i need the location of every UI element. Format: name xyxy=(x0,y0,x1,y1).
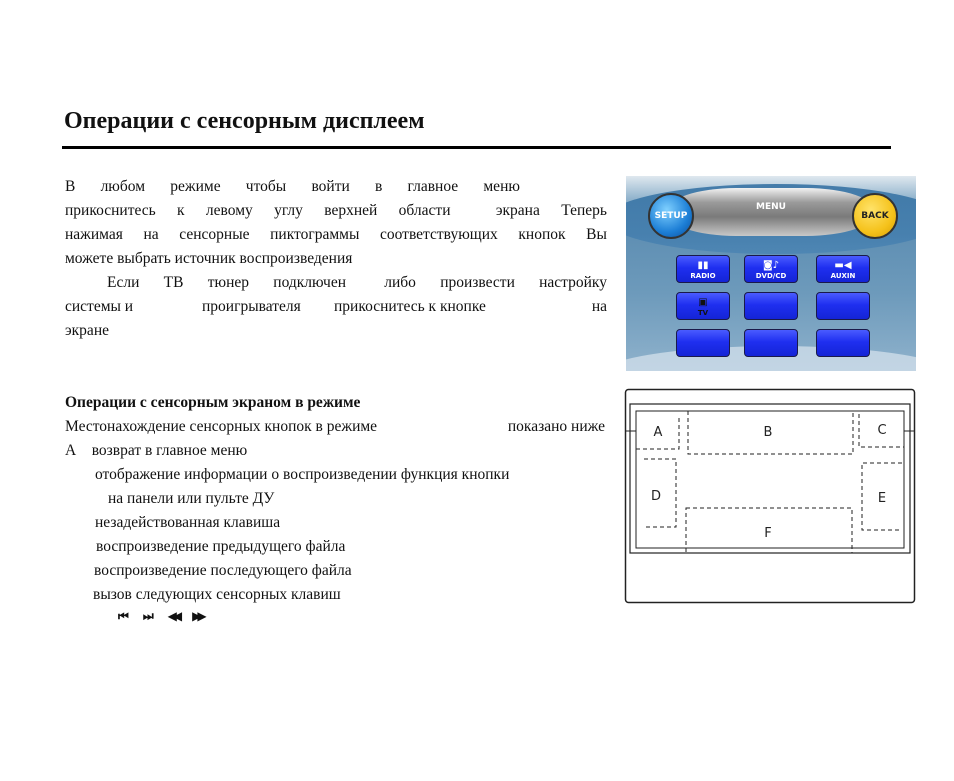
location-line xyxy=(65,417,605,437)
location-text: Местонахождение сенсорных кнопок в режиме xyxy=(65,418,378,435)
title-divider xyxy=(62,146,891,149)
intro-p2-line-2 xyxy=(65,297,607,317)
radio-icon: ▮▮ xyxy=(697,260,709,271)
intro-p2-line-3: экране xyxy=(65,322,109,339)
word: прикоснитесь к кнопке xyxy=(334,298,486,315)
location-tail: показано ниже xyxy=(507,418,605,435)
page-title: Операции с сенсорным дисплеем xyxy=(64,108,425,134)
zone-d-label: D xyxy=(650,489,662,504)
word: подключен xyxy=(273,274,346,291)
word: любом xyxy=(100,178,146,195)
word: на xyxy=(591,298,607,315)
word: кнопок xyxy=(518,226,566,243)
button-label: AUXIN xyxy=(830,272,856,280)
zone-b-label: B xyxy=(763,425,773,440)
touch-zone-diagram xyxy=(624,388,916,604)
plug-icon: ▬◀ xyxy=(834,260,852,271)
word: настройку xyxy=(539,274,607,291)
word: режиме xyxy=(170,178,221,195)
button-label: DVD/CD xyxy=(755,272,787,280)
skip-next-icon: ⏭ xyxy=(142,609,154,623)
main-menu-screenshot xyxy=(626,176,916,371)
zone-c-label: C xyxy=(877,423,887,438)
tv-button[interactable] xyxy=(676,292,730,320)
word: в xyxy=(374,178,383,195)
empty-button[interactable] xyxy=(676,329,730,357)
dvd-cd-button[interactable] xyxy=(744,255,798,283)
word: Вы xyxy=(586,226,607,243)
rewind-icon: ◀◀ xyxy=(167,609,179,623)
word: меню xyxy=(483,178,520,195)
item-d: воспроизведение предыдущего файла xyxy=(96,538,346,555)
word: на xyxy=(143,226,159,243)
intro-line-4: можете выбрать источник воспроизведения xyxy=(65,250,353,267)
radio-button[interactable] xyxy=(676,255,730,283)
word: произвести xyxy=(440,274,515,291)
word: либо xyxy=(384,274,416,291)
item-b: отображение информации о воспроизведении функция кнопки xyxy=(95,466,510,483)
word: системы и xyxy=(65,298,134,315)
zone-a-label: A xyxy=(653,425,663,440)
empty-button[interactable] xyxy=(744,292,798,320)
word: Теперь xyxy=(561,202,607,219)
item-e: воспроизведение последующего файла xyxy=(94,562,352,579)
word: войти xyxy=(311,178,350,195)
section-heading: Операции с сенсорным экраном в режиме xyxy=(65,394,361,411)
intro-line-2 xyxy=(65,201,607,221)
zone-e-label: E xyxy=(877,491,887,506)
word: тюнер xyxy=(207,274,250,291)
word: чтобы xyxy=(245,178,287,195)
word: области xyxy=(398,202,451,219)
auxin-button[interactable] xyxy=(816,255,870,283)
word: В xyxy=(65,178,76,195)
skip-previous-icon: ⏮ xyxy=(118,609,129,623)
word: главное xyxy=(407,178,459,195)
word: к xyxy=(177,202,185,219)
intro-p2-line-1 xyxy=(107,273,607,293)
menu-label: MENU xyxy=(756,202,786,212)
word: левому xyxy=(205,202,253,219)
device-outline xyxy=(626,390,915,603)
word: прикоснитесь xyxy=(65,202,156,219)
item-f: вызов следующих сенсорных клавиш xyxy=(93,586,341,603)
word: нажимая xyxy=(65,226,123,243)
word: сенсорные xyxy=(179,226,250,243)
back-button[interactable]: BACK xyxy=(852,193,898,239)
item-a: А возврат в главное меню xyxy=(65,442,248,459)
empty-button[interactable] xyxy=(744,329,798,357)
disc-icon: ◙♪ xyxy=(762,260,780,271)
word: соответствующих xyxy=(380,226,498,243)
empty-button[interactable] xyxy=(816,292,870,320)
word: пиктограммы xyxy=(270,226,360,243)
word: проигрывателя xyxy=(202,298,301,315)
tv-icon: ▣ xyxy=(698,297,708,308)
empty-button[interactable] xyxy=(816,329,870,357)
fast-forward-icon: ▶▶ xyxy=(192,609,203,623)
word: экрана xyxy=(495,202,540,219)
zone-f-label: F xyxy=(764,526,772,541)
word: углу xyxy=(274,202,303,219)
intro-line-3 xyxy=(65,225,607,245)
item-c: незадействованная клавиша xyxy=(95,514,281,531)
button-label: TV xyxy=(697,309,709,317)
item-b-cont: на панели или пульте ДУ xyxy=(108,490,275,507)
word: ТВ xyxy=(163,274,184,291)
transport-symbols xyxy=(118,609,203,624)
setup-button[interactable]: SETUP xyxy=(648,193,694,239)
button-label: RADIO xyxy=(690,272,716,280)
intro-line-1 xyxy=(65,177,520,197)
word: верхней xyxy=(324,202,378,219)
menu-banner xyxy=(666,188,876,236)
word: Если xyxy=(107,274,140,291)
